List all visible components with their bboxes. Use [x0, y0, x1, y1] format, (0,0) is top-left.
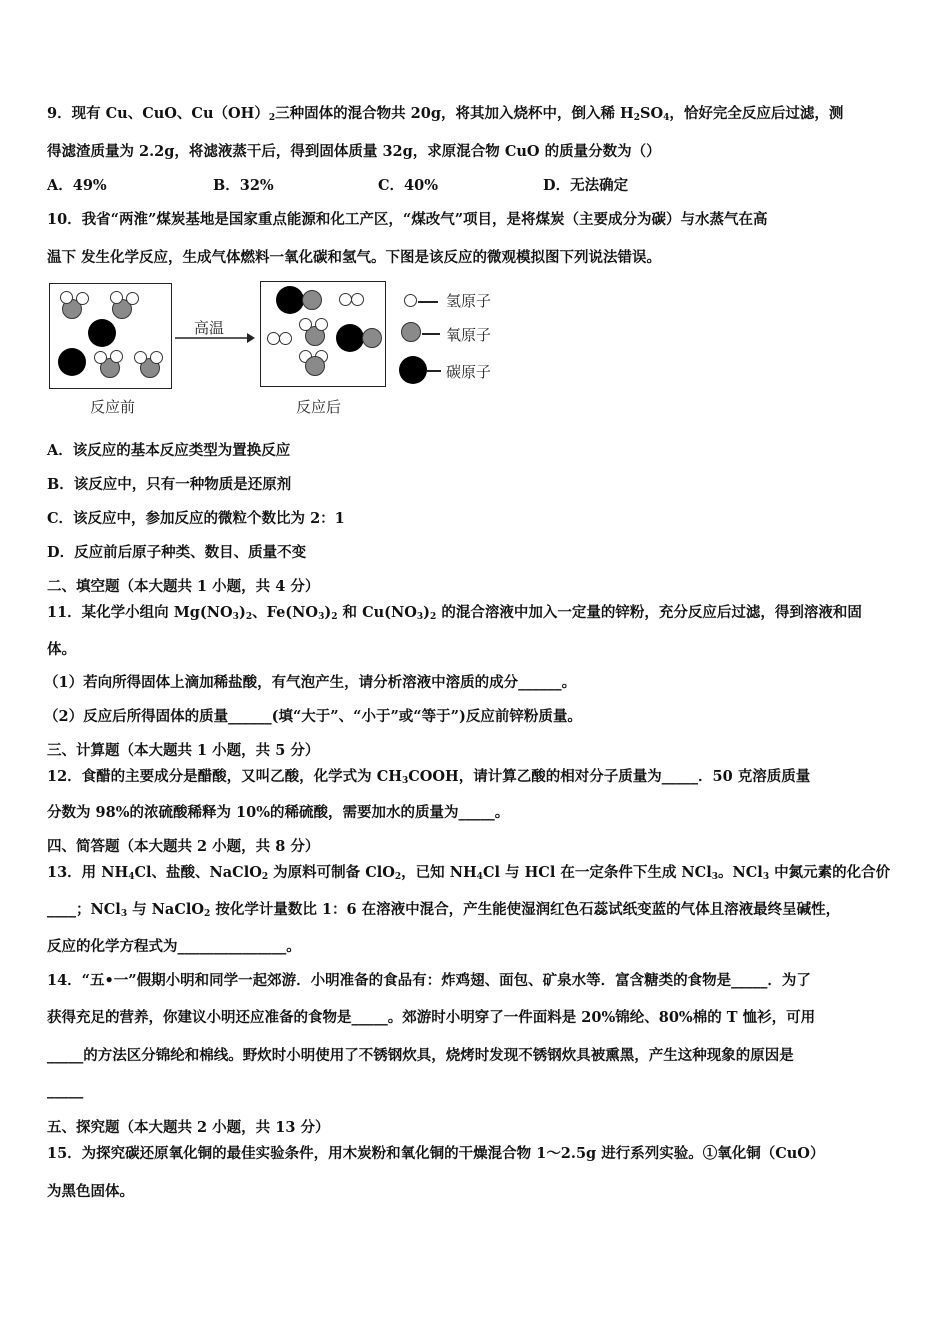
hydrogen-atom [351, 293, 364, 306]
q10-option-b: B．该反应中，只有一种物质是还原剂 [47, 476, 292, 493]
q14-line1: 14．“五•一”假期小明和同学一起郊游．小明准备的食品有：炸鸡翅、面包、矿泉水等．富含糖类的食物是_____．为了 [47, 972, 811, 989]
q12-line2: 分数为 98%的浓硫酸稀释为 10%的稀硫酸，需要加水的质量为_____。 [47, 804, 510, 821]
q11-line1: 11．某化学小组向 $Mg(NO_3)_2$、$Fe(NO_3)_2$ 和 $Cu(NO_3)_2$ 的混合溶液中加入一定量的锌粉，充分反应后过滤，得到溶液和固 [47, 604, 862, 622]
hydrogen-atom [126, 292, 139, 305]
hydrogen-atom [76, 292, 89, 305]
hydrogen-atom [134, 351, 147, 364]
hydrogen-atom [110, 291, 123, 304]
q13-line3: 反应的化学方程式为_______________。 [47, 938, 301, 955]
hydrogen-atom [150, 351, 163, 364]
q15-line1: 15．为探究碳还原氧化铜的最佳实验条件，用木炭粉和氧化铜的干燥混合物 1～2.5g 进行系列实验。①氧化铜（CuO） [47, 1145, 825, 1162]
carbon-legend-icon [399, 356, 427, 384]
q10-option-c: C．该反应中，参加反应的微粒个数比为 2：1 [47, 510, 345, 527]
carbon-atom [336, 324, 364, 352]
after-label: 反应后 [296, 398, 342, 416]
q11-sub2: （2）反应后所得固体的质量______(填“大于”、“小于”或“等于”)反应前锌粉质量。 [44, 708, 582, 725]
q9-option-c: C．40% [378, 177, 438, 194]
hydrogen-atom [94, 351, 107, 364]
oxygen-atom [305, 356, 325, 376]
q13-line1: 13．用 $NH_4Cl$、盐酸、NaClO$_2$ 为原料可制备 ClO$_2$，已知 $NH_4Cl$ 与 HCl 在一定条件下生成 NCl$_3$。NCl$_3$ 中氮元素的化合价 [47, 864, 891, 882]
section4-heading: 四、简答题（本大题共 2 小题，共 8 分） [47, 838, 320, 855]
q10-option-d: D．反应前后原子种类、数目、质量不变 [47, 544, 307, 561]
q10-option-a: A．该反应的基本反应类型为置换反应 [47, 442, 291, 459]
q9-option-b: B．32% [213, 177, 274, 194]
hydrogen-atom [60, 291, 73, 304]
q9-option-d: D．无法确定 [543, 177, 629, 194]
q12-line1: 12．食醋的主要成分是醋酸，又叫乙酸，化学式为 $CH_3COOH$，请计算乙酸的相对分子质量为_____．50 克溶质质量 [47, 768, 811, 786]
legend-hydrogen: 氢原子 [446, 292, 492, 310]
carbon-atom [276, 286, 304, 314]
q11-sub1: （1）若向所得固体上滴加稀盐酸，有气泡产生，请分析溶液中溶质的成分______。 [44, 674, 577, 691]
carbon-atom [58, 348, 86, 376]
before-label: 反应前 [90, 398, 136, 416]
hydrogen-legend-icon [404, 294, 417, 307]
carbon-atom [88, 319, 116, 347]
arrow-icon [175, 332, 255, 344]
q13-line2: ____；NCl$_3$ 与 NaClO$_2$ 按化学计量数比 1：6 在溶液中混合，产生能使湿润红色石蕊试纸变蓝的气体且溶液最终呈碱性， [47, 901, 841, 919]
oxygen-atom [362, 328, 382, 348]
q14-line3: _____的方法区分锦纶和棉线。野炊时小明使用了不锈钢炊具，烧烤时发现不锈钢炊具被熏黑，产生这种现象的原因是 [47, 1047, 794, 1064]
after-box [260, 281, 386, 387]
before-box [49, 283, 172, 389]
legend-oxygen: 氧原子 [446, 326, 492, 344]
hydrogen-atom [299, 318, 312, 331]
oxygen-legend-icon [401, 322, 421, 342]
oxygen-atom [302, 290, 322, 310]
q10-line1: 10．我省“两淮”煤炭基地是国家重点能源和化工产区，“煤改气”项目，是将煤炭（主要成分为碳）与水蒸气在高 [47, 211, 768, 228]
q15-line2: 为黑色固体。 [47, 1183, 134, 1200]
legend-carbon: 碳原子 [446, 363, 492, 381]
q9-option-a: A．49% [47, 177, 107, 194]
hydrogen-atom [279, 332, 292, 345]
q14-line2: 获得充足的营养，你建议小明还应准备的食物是_____。郊游时小明穿了一件面料是 20%锦纶、80%棉的 T 恤衫，可用 [47, 1009, 816, 1026]
hydrogen-atom [315, 318, 328, 331]
q9-line1: 9．现有 Cu、CuO、$Cu(OH)_2$三种固体的混合物共 20g，将其加入烧杯中，倒入稀 $H_2SO_4$，恰好完全反应后过滤，测 [47, 105, 844, 123]
q11-line2: 体。 [47, 641, 76, 658]
section5-heading: 五、探究题（本大题共 2 小题，共 13 分） [47, 1119, 330, 1136]
hydrogen-atom [110, 350, 123, 363]
q10-line2: 温下 发生化学反应，生成气体燃料一氧化碳和氢气。下图是该反应的微观模拟图下列说法错误。 [47, 249, 662, 266]
arrow-label: 高温 [194, 319, 225, 337]
q14-line4: _____ [47, 1082, 84, 1099]
q9-line2: 得滤渣质量为 2.2g，将滤液蒸干后，得到固体质量 32g，求原混合物 CuO 的质量分数为（） [47, 143, 661, 160]
section3-heading: 三、计算题（本大题共 1 小题，共 5 分） [47, 742, 320, 759]
section2-heading: 二、填空题（本大题共 1 小题，共 4 分） [47, 578, 320, 595]
